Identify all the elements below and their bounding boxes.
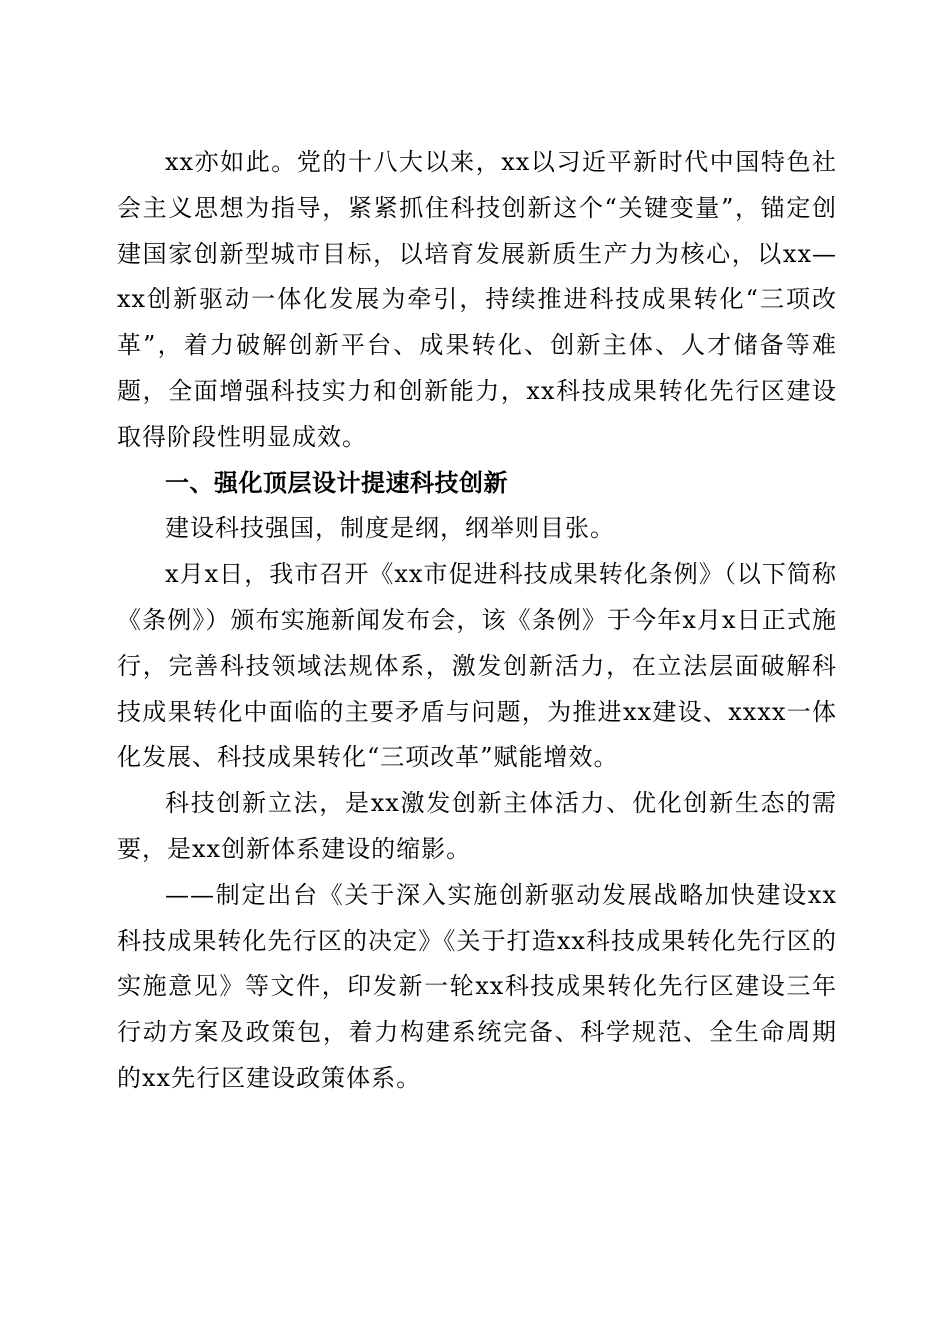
body-paragraph: ——制定出台《关于深入实施创新驱动发展战略加快建设xx科技成果转化先行区的决定》《关于打造xx科技成果转化先行区的实施意见》等文件，印发新一轮xx科技成果转化先行区建设三年行动方案及政策包，着力构建系统完备、科学规范、全生命周期的xx先行区建设政策体系。 bbox=[117, 880, 837, 1092]
document-body bbox=[117, 140, 837, 1102]
body-paragraph: 建设科技强国，制度是纲，纲举则目张。 bbox=[165, 514, 615, 543]
body-paragraph: xx亦如此。党的十八大以来，xx以习近平新时代中国特色社会主义思想为指导，紧紧抓住科技创新这个“关键变量”，锚定创建国家创新型城市目标，以培育发展新质生产力为核心，以xx—xx创新驱动一体化发展为牵引，持续推进科技成果转化“三项改革”，着力破解创新平台、成果转化、创新主体、人才储备等难题，全面增强科技实力和创新能力，xx科技成果转化先行区建设取得阶段性明显成效。 bbox=[117, 148, 837, 451]
body-paragraph: x月x日，我市召开《xx市促进科技成果转化条例》（以下简称《条例》）颁布实施新闻发布会，该《条例》于今年x月x日正式施行，完善科技领域法规体系，激发创新活力，在立法层面破解科技成果转化中面临的主要矛盾与问题，为推进xx建设、xxxx一体化发展、科技成果转化“三项改革”赋能增效。 bbox=[117, 560, 837, 772]
section-heading: 一、强化顶层设计提速科技创新 bbox=[165, 468, 508, 497]
body-paragraph: 科技创新立法，是xx激发创新主体活力、优化创新生态的需要，是xx创新体系建设的缩影。 bbox=[117, 789, 837, 863]
